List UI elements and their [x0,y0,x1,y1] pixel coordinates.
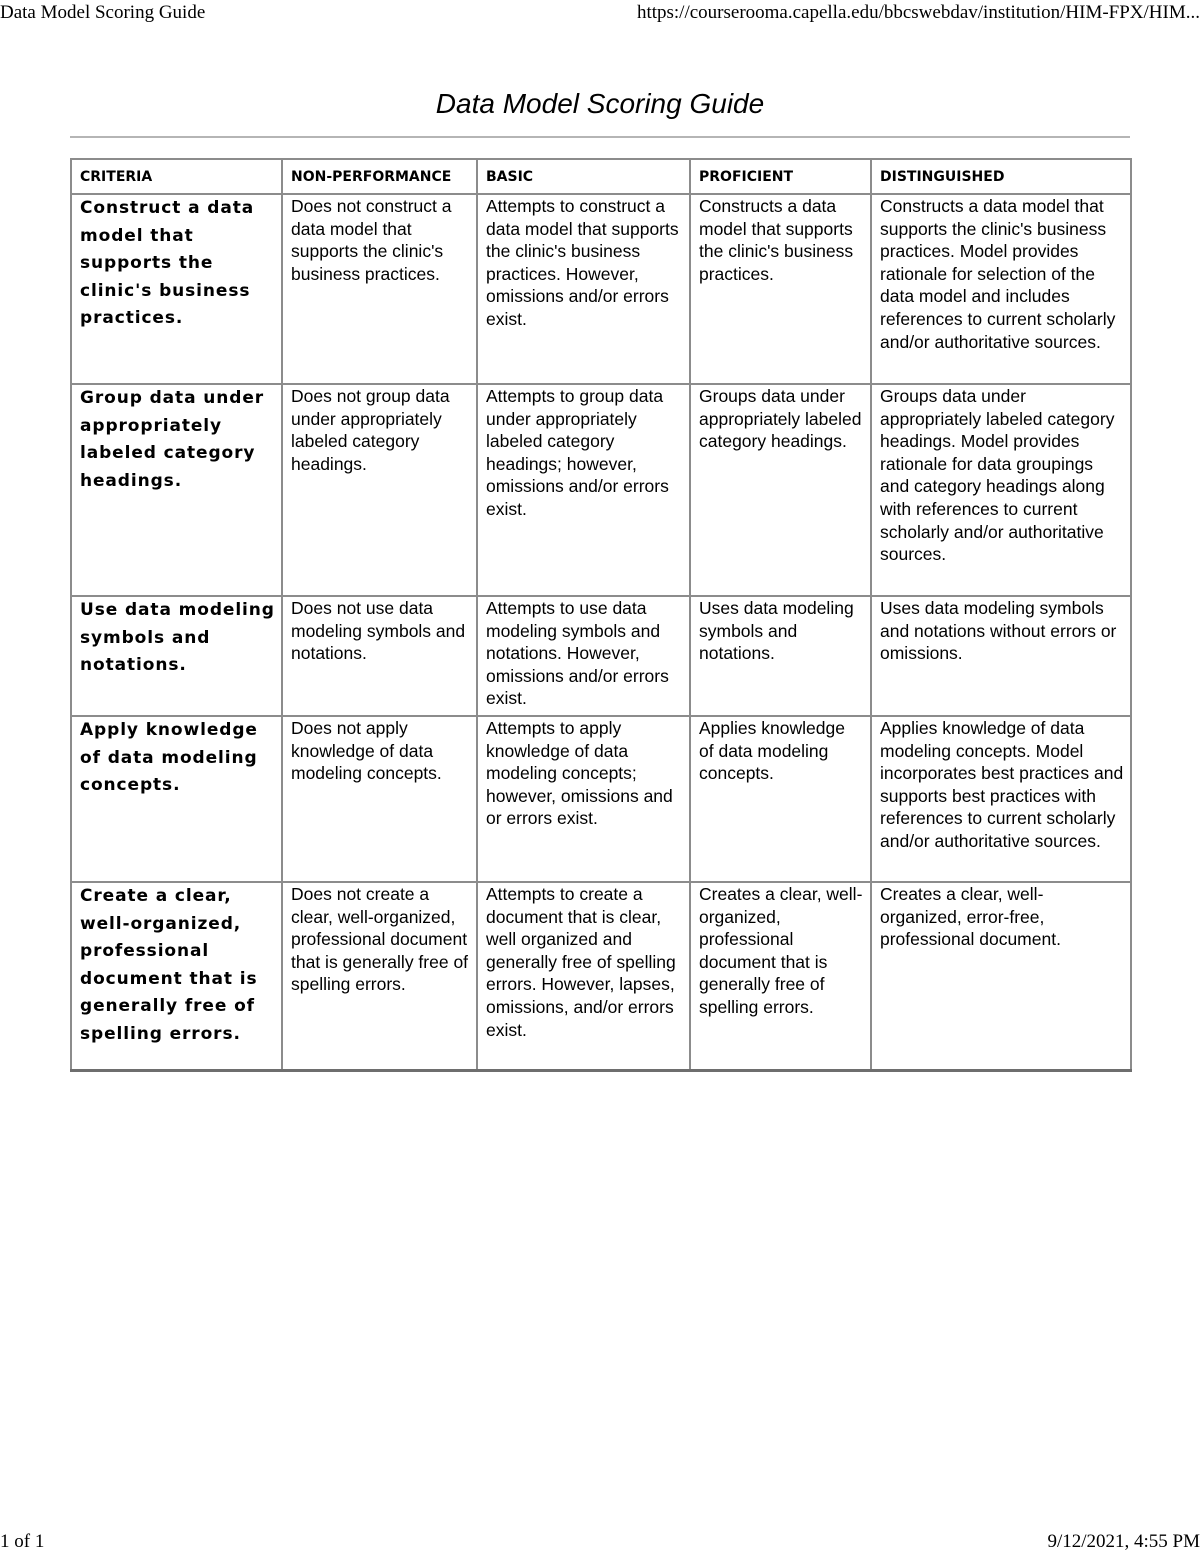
table-row [71,384,1131,596]
distinguished-cell: Applies knowledge of data modeling concepts. Model incorporates best practices and supports best practices with references to current scholarly and/or authoritative sources. [871,716,1131,882]
header-distinguished: DISTINGUISHED [871,159,1131,194]
criteria-cell: Apply knowledge of data modeling concepts. [71,716,282,882]
header-proficient: PROFICIENT [690,159,871,194]
criteria-cell: Use data modeling symbols and notations. [71,596,282,716]
table-row [71,716,1131,882]
non-performance-cell: Does not group data under appropriately labeled category headings. [282,384,477,596]
proficient-cell: Creates a clear, well-organized, professional document that is generally free of spelling errors. [690,882,871,1071]
table-row [71,882,1131,1071]
basic-cell: Attempts to apply knowledge of data modeling concepts; however, omissions and or errors exist. [477,716,690,882]
header-criteria: CRITERIA [71,159,282,194]
non-performance-cell: Does not construct a data model that supports the clinic's business practices. [282,194,477,384]
proficient-cell: Constructs a data model that supports the clinic's business practices. [690,194,871,384]
scoring-guide-table [70,158,1132,1072]
basic-cell: Attempts to construct a data model that supports the clinic's business practices. However, omissions and/or errors exist. [477,194,690,384]
distinguished-cell: Groups data under appropriately labeled category headings. Model provides rationale for data groupings and category headings along with references to current scholarly and/or authoritative sources. [871,384,1131,596]
table-row [71,596,1131,716]
print-header-url: https://courserooma.capella.edu/bbcswebdav/institution/HIM-FPX/HIM... [636,2,1200,23]
print-header-title: Data Model Scoring Guide [0,2,206,23]
header-basic: BASIC [477,159,690,194]
basic-cell: Attempts to group data under appropriately labeled category headings; however, omissions and/or errors exist. [477,384,690,596]
table-row [71,194,1131,384]
page-title: Data Model Scoring Guide [435,88,765,119]
title-divider [70,136,1130,138]
table-header-row [71,159,1131,194]
criteria-cell: Construct a data model that supports the clinic's business practices. [71,194,282,384]
basic-cell: Attempts to create a document that is clear, well organized and generally free of spelling errors. However, lapses, omissions, and/or errors exist. [477,882,690,1071]
non-performance-cell: Does not apply knowledge of data modeling concepts. [282,716,477,882]
criteria-cell: Group data under appropriately labeled category headings. [71,384,282,596]
distinguished-cell: Uses data modeling symbols and notations without errors or omissions. [871,596,1131,716]
basic-cell: Attempts to use data modeling symbols and notations. However, omissions and/or errors exist. [477,596,690,716]
proficient-cell: Applies knowledge of data modeling concepts. [690,716,871,882]
header-non-performance: NON-PERFORMANCE [282,159,477,194]
proficient-cell: Groups data under appropriately labeled category headings. [690,384,871,596]
criteria-cell: Create a clear, well-organized, professional document that is generally free of spelling errors. [71,882,282,1071]
proficient-cell: Uses data modeling symbols and notations. [690,596,871,716]
non-performance-cell: Does not create a clear, well-organized, professional document that is generally free of spelling errors. [282,882,477,1071]
print-footer-datetime: 9/12/2021, 4:55 PM [1047,1531,1200,1552]
distinguished-cell: Creates a clear, well-organized, error-free, professional document. [871,882,1131,1071]
distinguished-cell: Constructs a data model that supports the clinic's business practices. Model provides rationale for selection of the data model and includes references to current scholarly and/or authoritative sources. [871,194,1131,384]
non-performance-cell: Does not use data modeling symbols and notations. [282,596,477,716]
print-footer-page-count: 1 of 1 [0,1531,45,1552]
